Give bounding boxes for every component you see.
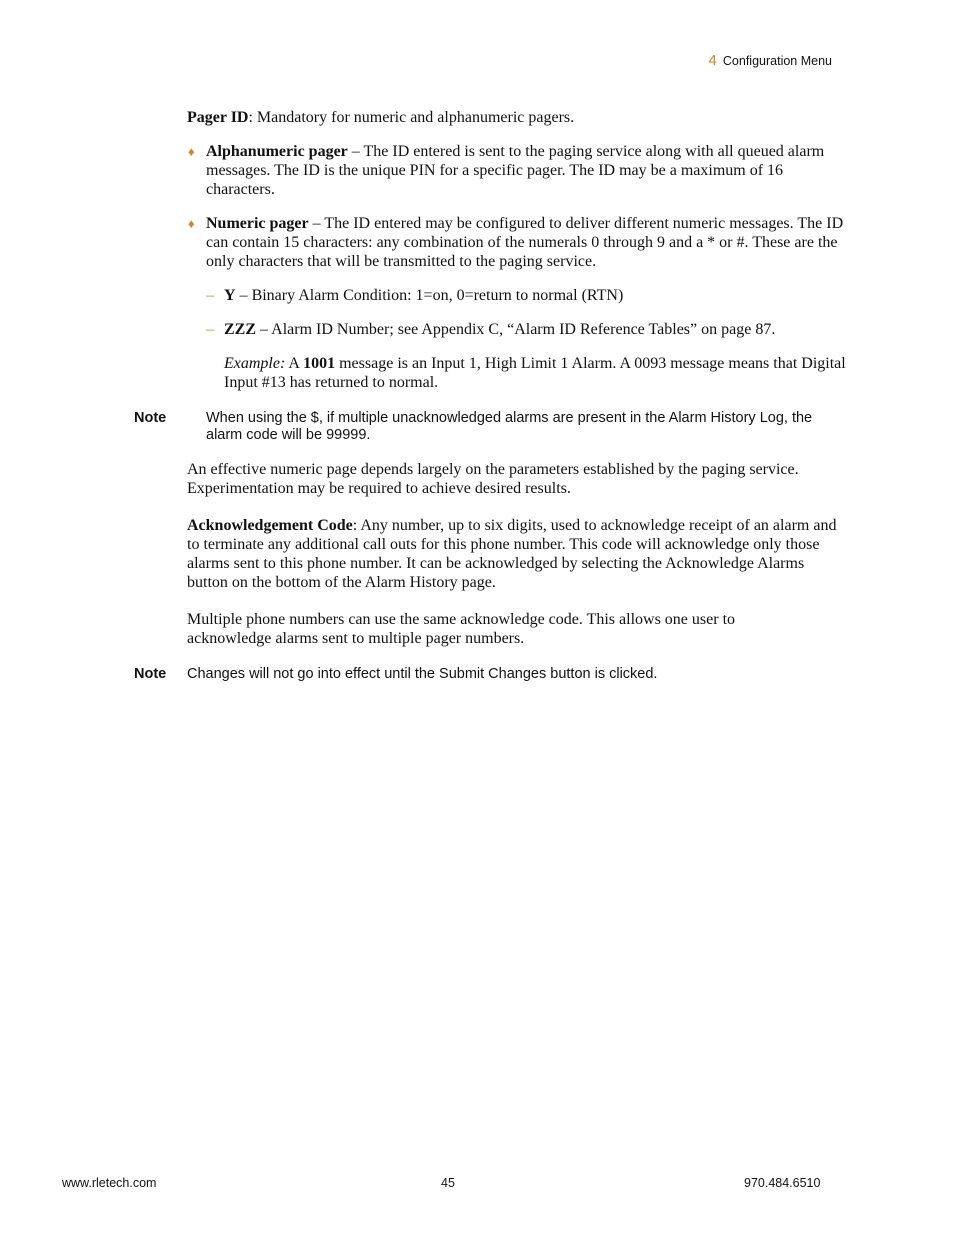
effective-page-paragraph: An effective numeric page depends largely on the parameters established by the paging service. Experimentation may be required to achieve desired results. [187, 461, 799, 497]
pager-id-paragraph [187, 108, 847, 127]
numeric-pager-text: – The ID entered may be configured to deliver different numeric messages. The ID can contain 15 characters: any combination of the numerals 0 through 9 and a * or #. These are the only characters that will be transmitted to the paging service. [206, 215, 844, 270]
note-label: Note [134, 666, 167, 682]
y-item [206, 286, 844, 305]
note-label: Note [134, 410, 167, 426]
alphanumeric-pager-text: – The ID entered is sent to the paging service along with all queued alarm messages. The ID is the unique PIN for a specific pager. The ID may be a maximum of 16 characters. [206, 143, 825, 198]
footer-phone: 970.484.6510 [744, 1176, 821, 1190]
note-text: When using the $, if multiple unacknowledged alarms are present in the Alarm History Log, the alarm code will be 99999. [206, 410, 813, 443]
example-code: 1001 [303, 355, 336, 372]
zzz-text: – Alarm ID Number; see Appendix C, “Alarm ID Reference Tables” on page 87. [256, 321, 776, 338]
multiple-numbers-paragraph: Multiple phone numbers can use the same acknowledge code. This allows one user to acknowledge alarms sent to multiple pager numbers. [187, 611, 736, 647]
example-pre: A [285, 355, 304, 372]
alphanumeric-pager-item [188, 142, 846, 199]
note-text: Changes will not go into effect until the Submit Changes button is clicked. [187, 666, 658, 682]
pager-id-label: Pager ID [187, 109, 249, 126]
y-text: – Binary Alarm Condition: 1=on, 0=return to normal (RTN) [235, 287, 624, 304]
zzz-label: ZZZ [224, 321, 257, 338]
example-text: message is an Input 1, High Limit 1 Alarm. A 0093 message means that Digital Input #13 has returned to normal. [224, 355, 846, 391]
dash-bullet-icon: – [206, 321, 214, 338]
numeric-pager-item [188, 214, 846, 271]
chapter-number: 4 [708, 52, 717, 69]
numeric-pager-label: Numeric pager [206, 215, 309, 232]
ack-code-text: : Any number, up to six digits, used to acknowledge receipt of an alarm and to terminate any additional call outs for this phone number. This code will acknowledge only those alarms sent to this phone number. It can be acknowledged by selecting the Acknowledge Alarms button on the bottom of the Alarm History page. [187, 517, 837, 591]
chapter-title: Configuration Menu [722, 54, 832, 68]
footer-website: www.rletech.com [62, 1176, 157, 1190]
pager-id-text: : Mandatory for numeric and alphanumeric pagers. [248, 109, 575, 126]
footer-page-number: 45 [441, 1176, 455, 1190]
y-label: Y [224, 287, 236, 304]
ack-code-label: Acknowledgement Code [187, 517, 353, 534]
zzz-item [206, 320, 844, 339]
dash-bullet-icon: – [206, 287, 214, 304]
acknowledgement-code-paragraph [187, 516, 847, 592]
alphanumeric-pager-label: Alphanumeric pager [206, 143, 348, 160]
diamond-bullet-icon: ♦ [188, 144, 195, 159]
example-label: Example: [224, 355, 286, 372]
example-paragraph [224, 354, 846, 392]
diamond-bullet-icon: ♦ [188, 216, 195, 231]
page-header [709, 52, 832, 69]
